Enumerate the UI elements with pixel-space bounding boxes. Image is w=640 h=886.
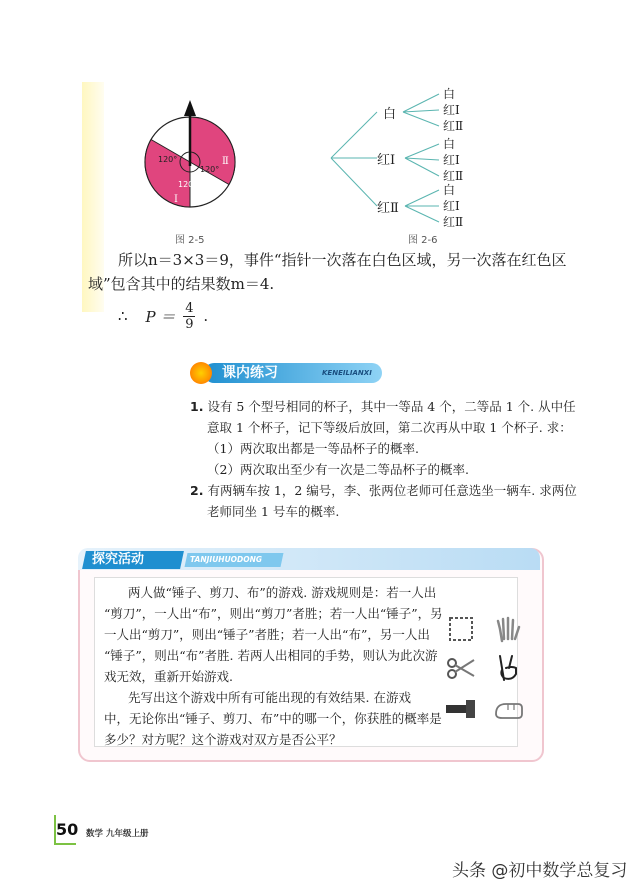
formula-variable: P ＝ — [145, 307, 176, 326]
leaf: 白 — [443, 137, 456, 151]
exercise-text: 老师同坐 1 号车的概率. — [207, 504, 340, 519]
fist-icon — [492, 696, 526, 724]
formula-period: . — [203, 307, 209, 325]
region-label-2: Ⅱ — [222, 156, 229, 167]
cloth-icon — [444, 615, 478, 643]
page-number: 50 — [56, 820, 79, 839]
fraction-denominator: 9 — [185, 316, 194, 332]
sector-label-white: 120° — [158, 155, 178, 164]
scissors-icon — [444, 654, 478, 682]
book-title: 数学 九年级上册 — [86, 829, 149, 839]
sector-label-bottom: 120° — [178, 180, 198, 189]
victory-hand-icon — [492, 654, 526, 682]
explore-title: 探究活动 — [92, 552, 145, 567]
branch-red-2: 红Ⅱ — [377, 201, 399, 216]
branch-white: 白 — [383, 107, 397, 122]
figure-2-5-caption: 图 2-5 — [175, 235, 205, 246]
exercise-item-2 — [190, 480, 577, 522]
fraction — [183, 301, 195, 332]
exercise-number: 1. — [190, 399, 204, 414]
exercise-subtitle: KENEILIANXI — [322, 369, 372, 377]
exercise-text: 有两辆车按 1，2 编号，李、张两位老师可任意选坐一辆车. 求两位 — [207, 483, 577, 498]
open-hand-icon — [492, 615, 526, 643]
leaf: 红Ⅱ — [443, 215, 464, 229]
exercise-text: 意取 1 个杯子，记下等级后放回，第二次再从中取 1 个杯子. 求： — [207, 420, 572, 435]
leaf: 红Ⅱ — [443, 169, 464, 183]
spinner-figure — [138, 82, 250, 232]
branch-red-1: 红Ⅰ — [377, 153, 396, 168]
sector-label-right: 120° — [200, 165, 220, 174]
leaf: 红Ⅰ — [443, 103, 460, 117]
explore-subtitle: TANJIUHUODONG — [190, 555, 263, 564]
body-line-2: 域”包含其中的结果数m＝4. — [88, 275, 275, 293]
leaf: 白 — [443, 87, 456, 101]
explore-line: 多少？对方呢？这个游戏对双方是否公平？ — [104, 732, 342, 747]
exercise-sub-question: （2）两次取出至少有一次是二等品杯子的概率. — [207, 462, 469, 477]
explore-line: “剪刀”，一人出“布”，则出“剪刀”者胜；若一人出“锤子”，另 — [104, 606, 443, 621]
tree-diagram — [325, 82, 485, 232]
source-watermark: 头条 @初中数学总复习 — [452, 861, 628, 881]
exercise-number: 2. — [190, 483, 204, 498]
body-line-1: 所以n＝3×3＝9，事件“指针一次落在白色区域，另一次落在红色区 — [118, 251, 567, 269]
explore-line: “锤子”，则出“布”者胜. 若两人出相同的手势，则认为此次游 — [104, 648, 438, 663]
explore-line: 中，无论你出“锤子、剪刀、布”中的哪一个，你获胜的概率是 — [104, 711, 442, 726]
leaf: 红Ⅰ — [443, 199, 460, 213]
figure-2-6-caption: 图 2-6 — [408, 235, 438, 246]
probability-formula — [118, 298, 208, 334]
leaf: 红Ⅱ — [443, 119, 464, 133]
hammer-icon — [444, 696, 478, 724]
leaf: 白 — [443, 183, 456, 197]
exercise-sub-question: （1）两次取出都是一等品杯子的概率. — [207, 441, 419, 456]
explore-line: 戏无效，重新开始游戏. — [104, 669, 233, 684]
fraction-numerator: 4 — [185, 300, 194, 316]
therefore-symbol: ∴ — [118, 307, 128, 325]
leaf: 红Ⅰ — [443, 153, 460, 167]
exercise-title: 课内练习 — [222, 365, 278, 381]
region-label-1: Ⅰ — [174, 194, 178, 205]
explore-line: 两人做“锤子、剪刀、布”的游戏. 游戏规则是：若一人出 — [128, 585, 437, 600]
exercise-text: 设有 5 个型号相同的杯子，其中一等品 4 个，二等品 1 个. 从中任 — [207, 399, 576, 414]
exercise-item-1 — [190, 396, 576, 480]
footer-rule-horizontal — [54, 843, 76, 845]
sun-icon — [190, 362, 212, 384]
explore-line: 先写出这个游戏中所有可能出现的有效结果. 在游戏 — [128, 690, 411, 705]
explore-line: 一人出“剪刀”，则出“锤子”者胜；若一人出“布”，另一人出 — [104, 627, 430, 642]
explore-text — [104, 582, 443, 750]
